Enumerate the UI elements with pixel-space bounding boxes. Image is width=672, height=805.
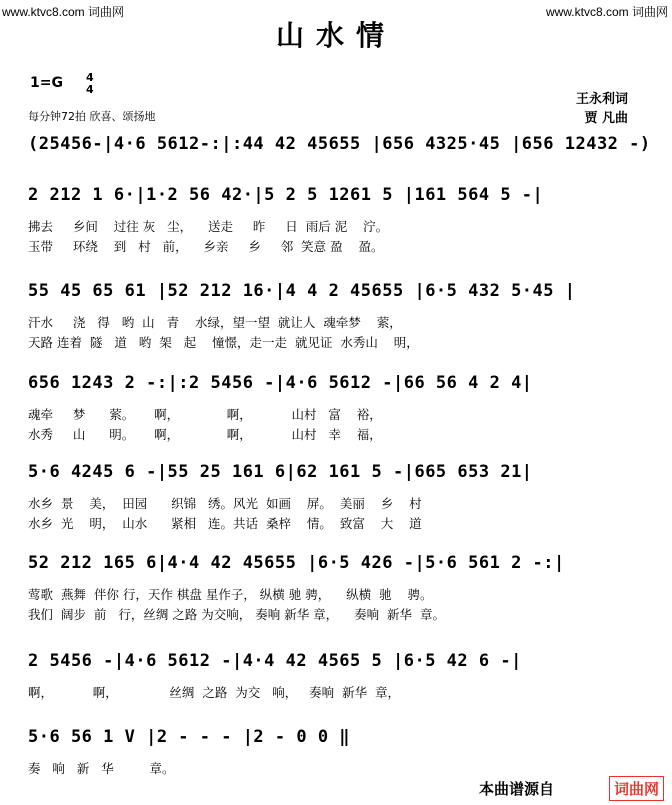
lyric-verse-1: 啊， 啊， 丝绸 之路 为交 响， 奏响 新华 章，	[28, 685, 401, 700]
lyric-verse-1: 莺歌 燕舞 伴你 行，天作 棋盘 星作子， 纵横 驰 骋， 纵横 驰 骋。	[28, 587, 433, 602]
lyric-verse-2: 天路 连着 隧 道 哟 架 起 憧憬，走一走 就见证 水秀山 明，	[28, 335, 419, 350]
lyric-verse-1: 奏 响 新 华 章。	[28, 761, 175, 776]
notation-line: 656 1243 2 -:|:2 5456 -|4·6 5612 -|66 56 4 2 4|	[28, 373, 533, 393]
time-signature	[86, 72, 94, 96]
lyric-verse-1: 魂牵 梦 萦。 啊， 啊， 山村 富 裕，	[28, 407, 382, 422]
notation-line: 5·6 4245 6 -|55 25 161 6|62 161 5 -|665 653 21|	[28, 462, 533, 482]
lyric-verse-2: 玉带 环绕 到 村 前， 乡亲 乡 邻 笑意 盈 盈。	[28, 239, 384, 254]
notation-line: 2 5456 -|4·6 5612 -|4·4 42 4565 5 |6·5 42 6 -|	[28, 651, 522, 671]
time-signature-bottom: 4	[86, 83, 94, 96]
watermark-right: www.ktvc8.com 词曲网	[545, 5, 668, 19]
lyric-verse-2: 我们 阔步 前 行，丝绸 之路 为交响， 奏响 新华 章， 奏响 新华 章。	[28, 607, 445, 622]
lyric-verse-1: 水乡 景 美， 田园 织锦 绣。风光 如画 屏。 美丽 乡 村	[28, 496, 422, 511]
lyric-verse-2: 水乡 光 明， 山水 紧相 连。共话 桑梓 情。 致富 大 道	[28, 516, 422, 531]
composer-credit: 贾 凡曲	[584, 111, 628, 126]
lyric-verse-2: 水秀 山 明。 啊， 啊， 山村 幸 福，	[28, 427, 382, 442]
tempo-marking: 每分钟72拍 欣喜、颂扬地	[28, 110, 156, 123]
notation-line: 5·6 56 1 V |2 - - - |2 - 0 0 ‖	[28, 727, 351, 747]
source-note: 本曲谱源自	[478, 780, 554, 798]
notation-line: (25456-|4·6 5612-:|:44 42 45655 |656 4325·45 |656 12432 -)	[28, 134, 651, 154]
lyric-verse-1: 汗水 浇 得 哟 山 青 水绿，望一望 就让人 魂牵梦 萦，	[28, 315, 402, 330]
notation-line: 2 212 1 6·|1·2 56 42·|5 2 5 1261 5 |161 564 5 -|	[28, 185, 544, 205]
lyricist-credit: 王永利词	[575, 92, 628, 107]
notation-line: 55 45 65 61 |52 212 16·|4 4 2 45655 |6·5 432 5·45 |	[28, 281, 576, 301]
site-logo[interactable]: 词曲网	[609, 776, 664, 801]
song-title: 山水情	[275, 19, 396, 52]
notation-line: 52 212 165 6|4·4 42 45655 |6·5 426 -|5·6 561 2 -:|	[28, 553, 565, 573]
watermark-left: www.ktvc8.com 词曲网	[2, 5, 125, 19]
time-signature-top: 4	[86, 71, 94, 84]
key-signature: 1=G	[30, 75, 63, 91]
lyric-verse-1: 拂去 乡间 过往 灰 尘， 送走 昨 日 雨后 泥 泞。	[28, 219, 389, 234]
